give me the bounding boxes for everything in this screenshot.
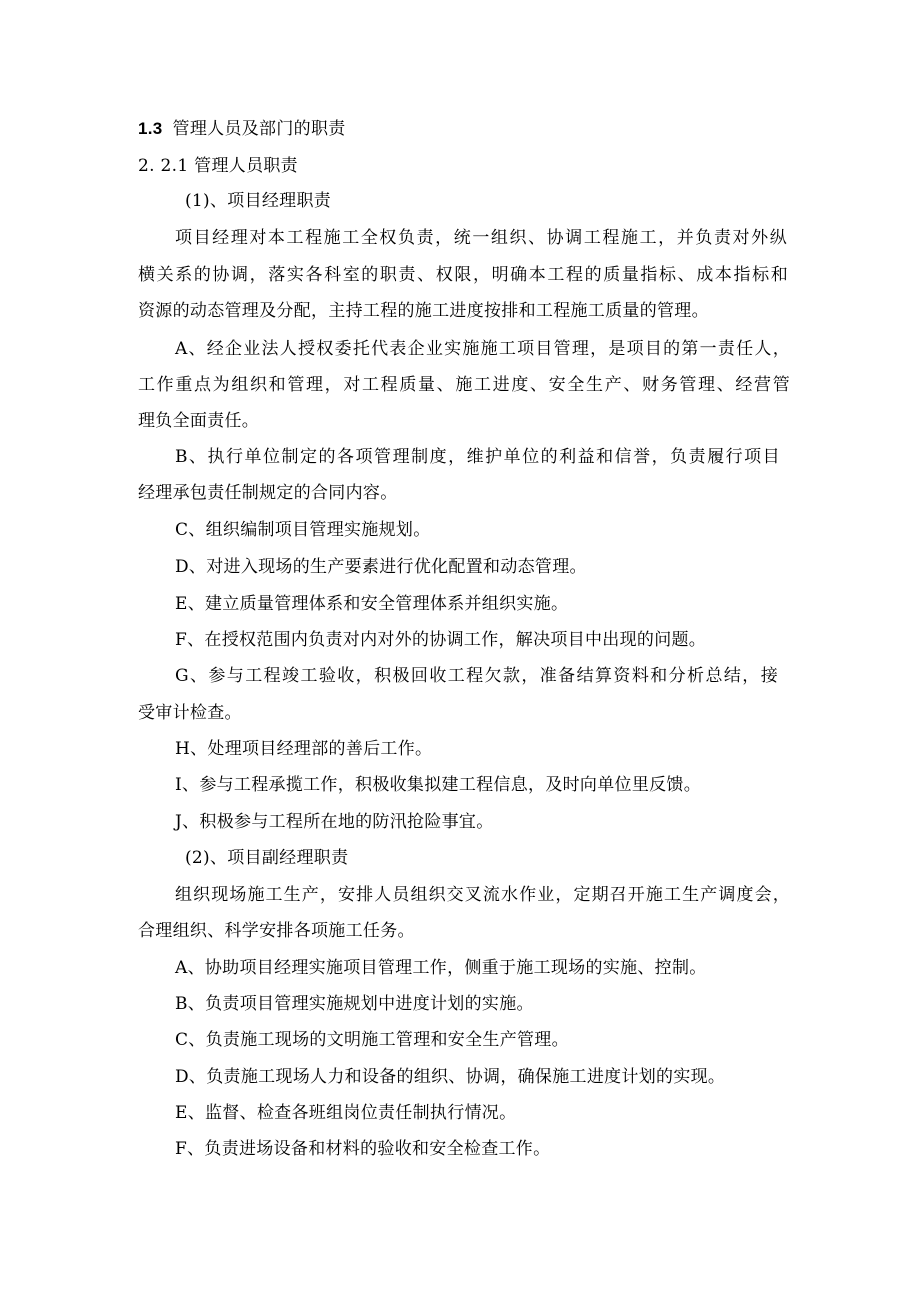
section-number: 1.3 <box>138 119 163 138</box>
pm-item-g-line-2: 受审计检查。 <box>138 703 242 723</box>
deputy-item-e: E、监督、检查各班组岗位责任制执行情况。 <box>175 1103 517 1123</box>
deputy-heading: (2)、项目副经理职责 <box>185 848 349 868</box>
pm-item-j: J、积极参与工程所在地的防汛抢险事宜。 <box>175 812 494 832</box>
deputy-item-f: F、负责进场设备和材料的验收和安全检查工作。 <box>175 1139 551 1159</box>
deputy-intro-line-2: 合理组织、科学安排各项施工任务。 <box>138 921 415 941</box>
section-title: 管理人员及部门的职责 <box>172 119 346 139</box>
pm-item-a-line-1: A、经企业法人授权委托代表企业实施施工项目管理，是项目的第一责任人， <box>175 339 790 359</box>
deputy-item-d: D、负责施工现场人力和设备的组织、协调，确保施工进度计划的实现。 <box>175 1067 726 1087</box>
pm-item-h: H、处理项目经理部的善后工作。 <box>175 739 433 759</box>
pm-heading: (1)、项目经理职责 <box>185 191 332 211</box>
pm-intro-line-1: 项目经理对本工程施工全权负责，统一组织、协调工程施工，并负责对外纵 <box>175 228 787 248</box>
pm-item-a-line-2: 工作重点为组织和管理，对工程质量、施工进度、安全生产、财务管理、经营管 <box>138 375 790 395</box>
deputy-item-a: A、协助项目经理实施项目管理工作，侧重于施工现场的实施、控制。 <box>175 958 707 978</box>
pm-item-d: D、对进入现场的生产要素进行优化配置和动态管理。 <box>175 557 587 577</box>
section-heading <box>138 118 788 140</box>
pm-item-b-line-1: B、执行单位制定的各项管理制度，维护单位的利益和信誉，负责履行项目 <box>175 447 780 467</box>
pm-item-c: C、组织编制项目管理实施规划。 <box>175 520 431 540</box>
deputy-intro-line-1: 组织现场施工生产，安排人员组织交叉流水作业，定期召开施工生产调度会， <box>175 885 790 905</box>
subsection-heading: 2. 2.1 管理人员职责 <box>138 156 298 176</box>
pm-item-g-line-1: G、参与工程竣工验收，积极回收工程欠款，准备结算资料和分析总结，接 <box>175 666 778 686</box>
pm-item-e: E、建立质量管理体系和安全管理体系并组织实施。 <box>175 594 569 614</box>
pm-intro-line-2: 横关系的协调，落实各科室的职责、权限，明确本工程的质量指标、成本指标和 <box>138 265 788 285</box>
pm-item-f: F、在授权范围内负责对内对外的协调工作，解决项目中出现的问题。 <box>175 630 707 650</box>
deputy-item-b: B、负责项目管理实施规划中进度计划的实施。 <box>175 994 534 1014</box>
pm-item-a-line-3: 理负全面责任。 <box>138 411 260 431</box>
pm-intro-line-3: 资源的动态管理及分配，主持工程的施工进度按排和工程施工质量的管理。 <box>138 301 709 321</box>
pm-item-i: I、参与工程承揽工作，积极收集拟建工程信息，及时向单位里反馈。 <box>175 775 702 795</box>
deputy-item-c: C、负责施工现场的文明施工管理和安全生产管理。 <box>175 1030 569 1050</box>
pm-item-b-line-2: 经理承包责任制规定的合同内容。 <box>138 483 398 503</box>
